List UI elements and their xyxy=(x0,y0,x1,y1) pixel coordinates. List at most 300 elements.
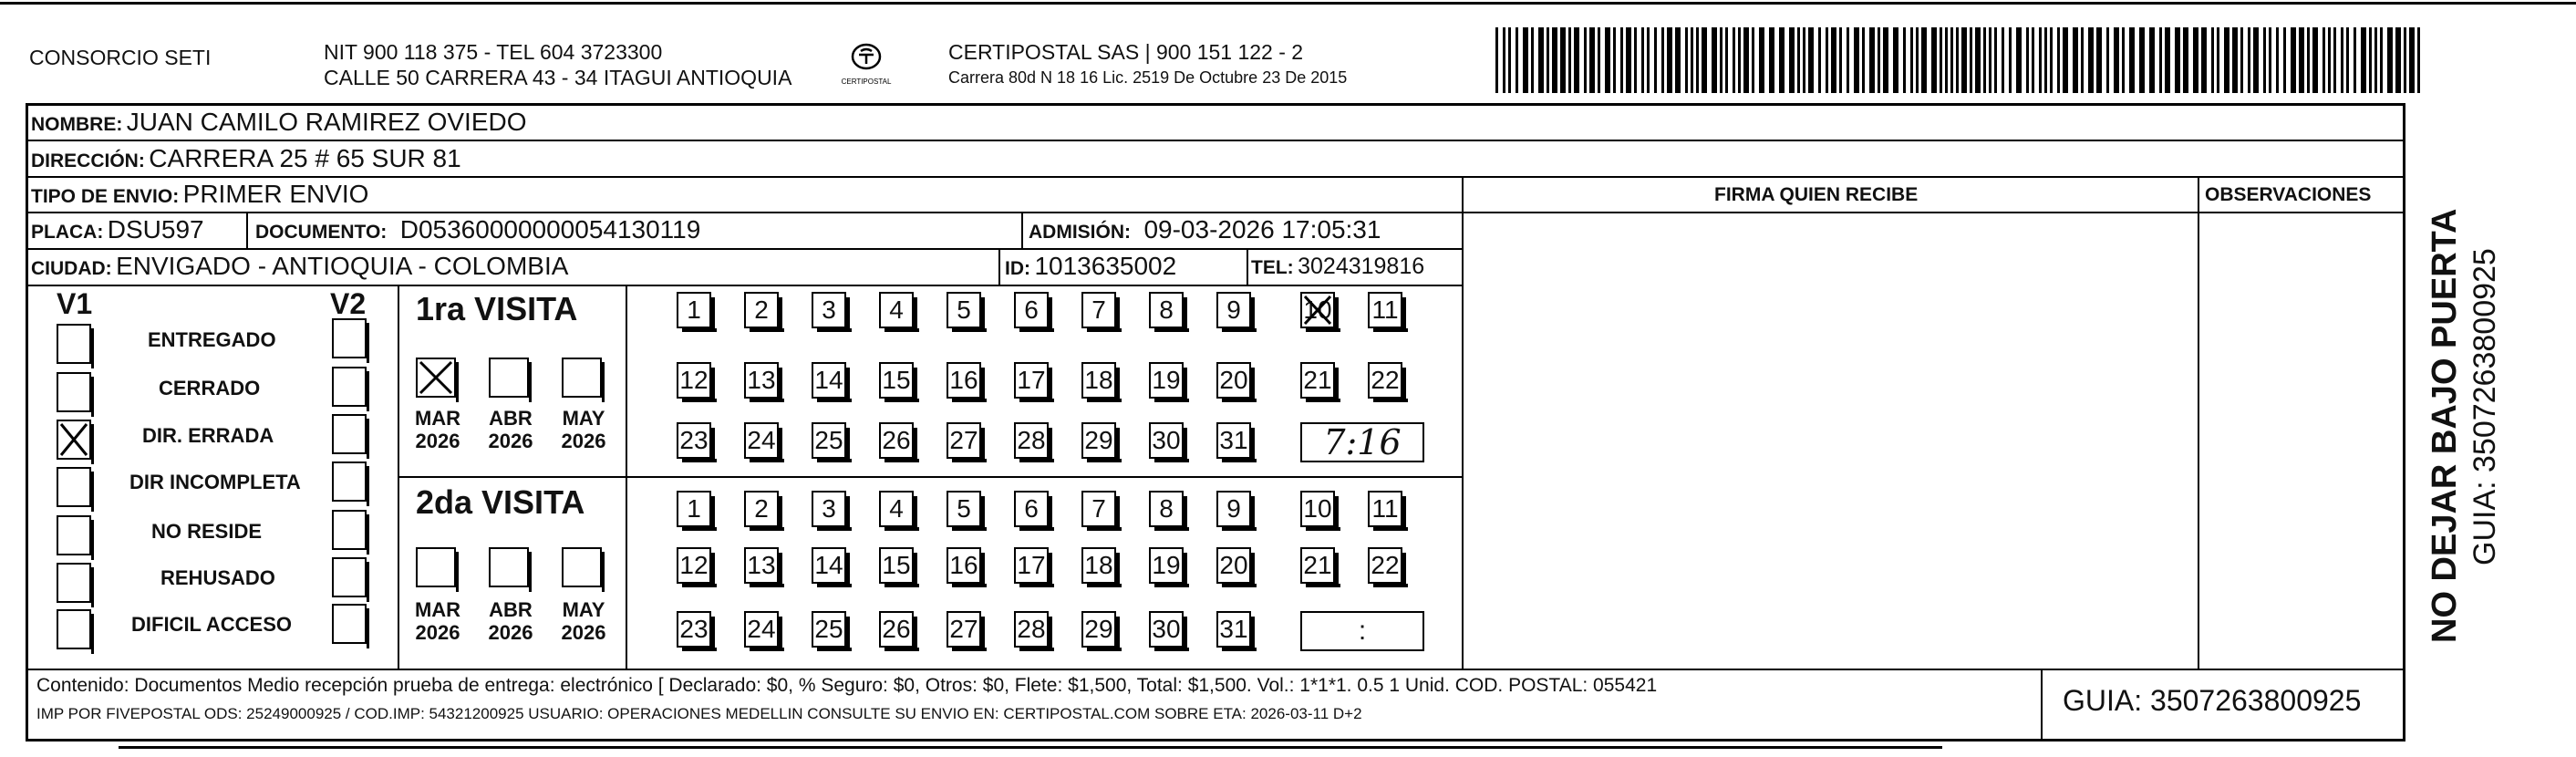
day-box[interactable] xyxy=(879,491,914,527)
tipo-envio-label: TIPO DE ENVIO: xyxy=(31,186,180,207)
v2-checkbox[interactable] xyxy=(332,557,367,597)
month-checkbox[interactable] xyxy=(416,358,456,398)
day-box[interactable] xyxy=(812,362,846,399)
cell-divider xyxy=(998,248,1000,285)
admision-cell xyxy=(1029,215,1381,244)
day-box[interactable] xyxy=(812,292,846,328)
barcode-bar xyxy=(2081,27,2084,93)
day-number: 2 xyxy=(754,296,769,324)
visit1-title: 1ra VISITA xyxy=(416,290,578,327)
day-box[interactable] xyxy=(1149,362,1184,399)
barcode-bar xyxy=(1961,27,1967,93)
day-number: 22 xyxy=(1371,366,1400,394)
month-checkbox[interactable] xyxy=(416,547,456,587)
day-box[interactable] xyxy=(879,547,914,584)
month-year: 2026 xyxy=(415,430,460,452)
month-year: 2026 xyxy=(488,621,533,644)
top-edge-line xyxy=(0,2,2576,5)
day-number: 7 xyxy=(1091,296,1106,324)
day-number: 12 xyxy=(679,366,709,394)
barcode-bar xyxy=(2114,27,2119,93)
month-checkbox[interactable] xyxy=(562,358,602,398)
day-box[interactable] xyxy=(1300,547,1335,584)
row-line xyxy=(26,285,1462,286)
day-box[interactable] xyxy=(947,611,981,648)
visit-divider xyxy=(398,476,1462,478)
contenido-line: Contenido: Documentos Medio recepción prueba de entrega: electrónico [ Declarado: $0, % Seguro: $0, Otros: $0, Flete: $1,500, Total: $1,500. Vol.: 1*1*1. 0.5 1 Unid. COD. POSTAL: 055421 xyxy=(36,675,1658,696)
day-number: 10 xyxy=(1303,296,1332,324)
barcode-bar xyxy=(1584,27,1587,93)
barcode-bar xyxy=(1970,27,1972,93)
row-line xyxy=(26,140,2404,141)
day-box[interactable] xyxy=(1368,547,1402,584)
day-number: 31 xyxy=(1219,426,1248,454)
barcode-bar xyxy=(2361,27,2366,93)
barcode-bar xyxy=(1738,27,1741,93)
day-box[interactable] xyxy=(1149,292,1184,328)
barcode-bar xyxy=(2333,27,2336,93)
nombre-row xyxy=(31,108,527,137)
v2-label: V2 xyxy=(330,287,367,320)
imp-line: IMP POR FIVEPOSTAL ODS: 25249000925 / COD.IMP: 54321200925 USUARIO: OPERACIONES MEDELLIN CONSULTE SU ENVIO EN: CERTIPOSTAL.COM SOBRE ETA: 2026-03-11 D+2 xyxy=(36,705,1362,722)
v1-checkbox[interactable] xyxy=(57,420,91,460)
day-number: 11 xyxy=(1371,296,1399,324)
barcode-bar xyxy=(2211,27,2214,93)
day-number: 23 xyxy=(679,615,709,643)
day-box[interactable] xyxy=(947,362,981,399)
day-box[interactable] xyxy=(677,491,711,527)
barcode-bar xyxy=(1808,27,1814,93)
barcode-bar xyxy=(1626,27,1631,93)
month-year: 2026 xyxy=(561,430,606,452)
day-box[interactable] xyxy=(1300,362,1335,399)
barcode-bar xyxy=(2032,27,2034,93)
day-number: 26 xyxy=(882,615,911,643)
barcode-bar xyxy=(1516,27,1518,93)
barcode-bar xyxy=(1883,27,1888,93)
day-number: 20 xyxy=(1219,366,1248,394)
day-box[interactable] xyxy=(1216,292,1251,328)
day-box[interactable] xyxy=(744,547,779,584)
day-number: 10 xyxy=(1303,494,1332,523)
barcode-bar xyxy=(2009,27,2012,93)
day-number: 4 xyxy=(889,296,904,324)
barcode-bar xyxy=(1950,27,1953,93)
barcode-bar xyxy=(1720,27,1723,93)
day-number: 15 xyxy=(882,551,911,579)
month-label xyxy=(412,407,463,452)
v1-checkbox[interactable] xyxy=(57,372,91,412)
v1-checkbox[interactable] xyxy=(57,609,91,649)
day-number: 9 xyxy=(1226,494,1241,523)
month-checkbox[interactable] xyxy=(489,358,529,398)
footer-guia: GUIA: 3507263800925 xyxy=(2063,684,2362,717)
direccion-row xyxy=(31,144,461,173)
day-number: 21 xyxy=(1303,551,1332,579)
barcode-bar xyxy=(2369,27,2372,93)
day-box[interactable] xyxy=(1081,611,1116,648)
side-guia: GUIA: 3507263800925 xyxy=(2467,248,2502,565)
day-box[interactable] xyxy=(677,611,711,648)
day-number: 8 xyxy=(1159,296,1174,324)
barcode-bar xyxy=(1503,27,1505,93)
barcode-bar xyxy=(1574,27,1579,93)
month-year: 2026 xyxy=(415,621,460,644)
day-number: 7 xyxy=(1091,494,1106,523)
month-checkbox[interactable] xyxy=(562,547,602,587)
barcode-bar xyxy=(2039,27,2042,93)
day-box[interactable] xyxy=(1081,491,1116,527)
barcode-bar xyxy=(1916,27,1919,93)
nit-line: NIT 900 118 375 - TEL 604 3723300 xyxy=(324,40,663,64)
barcode-bar xyxy=(2122,27,2125,93)
day-box[interactable] xyxy=(879,292,914,328)
barcode-bar xyxy=(1839,27,1842,93)
day-number: 28 xyxy=(1017,615,1046,643)
day-box[interactable] xyxy=(947,491,981,527)
day-box[interactable] xyxy=(744,362,779,399)
day-number: 29 xyxy=(1084,426,1113,454)
placa-label: PLACA: xyxy=(31,222,104,243)
v1-label: V1 xyxy=(57,287,93,320)
barcode-bar xyxy=(2380,27,2383,93)
day-box[interactable] xyxy=(1368,362,1402,399)
barcode-bar xyxy=(2283,27,2286,93)
day-box[interactable] xyxy=(1368,491,1402,527)
barcode-bar xyxy=(1921,27,1927,93)
barcode-bar xyxy=(1994,27,1997,93)
day-number: 1 xyxy=(687,494,701,523)
day-number: 30 xyxy=(1152,615,1181,643)
barcode-bar xyxy=(2057,27,2060,93)
barcode-bar xyxy=(1931,27,1937,93)
placa-value: DSU597 xyxy=(107,215,204,244)
v1-checkbox[interactable] xyxy=(57,467,91,507)
day-box[interactable] xyxy=(1216,611,1251,648)
barcode-bar xyxy=(1552,27,1557,93)
day-number: 25 xyxy=(814,615,843,643)
ciudad-value: ENVIGADO - ANTIOQUIA - COLOMBIA xyxy=(116,252,569,280)
barcode-bar xyxy=(2096,27,2102,93)
nombre-value: JUAN CAMILO RAMIREZ OVIEDO xyxy=(126,108,527,136)
day-number: 22 xyxy=(1371,551,1400,579)
barcode-bar xyxy=(2073,27,2078,93)
barcode-bar xyxy=(1696,27,1699,93)
tel-value: 3024319816 xyxy=(1298,254,1425,279)
barcode-bar xyxy=(1733,27,1735,93)
row-line xyxy=(26,176,2404,178)
id-label: ID: xyxy=(1005,258,1030,279)
time-box[interactable] xyxy=(1300,611,1424,651)
day-box[interactable] xyxy=(812,422,846,459)
v2-checkbox[interactable] xyxy=(332,510,367,550)
v2-checkbox[interactable] xyxy=(332,318,367,358)
row-line xyxy=(26,669,2405,670)
month-name: MAR xyxy=(414,407,461,430)
barcode-bar xyxy=(2217,27,2219,93)
day-number: 23 xyxy=(679,426,709,454)
day-box[interactable] xyxy=(1149,491,1184,527)
day-box[interactable] xyxy=(677,362,711,399)
barcode-bar xyxy=(1712,27,1717,93)
day-box[interactable] xyxy=(1300,491,1335,527)
day-box[interactable] xyxy=(744,292,779,328)
status-label: REHUSADO xyxy=(160,566,275,589)
month-checkbox[interactable] xyxy=(489,547,529,587)
barcode-bar xyxy=(1779,27,1785,93)
v1-checkbox[interactable] xyxy=(57,515,91,555)
x-mark-icon xyxy=(58,421,89,458)
day-box[interactable] xyxy=(812,547,846,584)
day-number: 19 xyxy=(1152,551,1181,579)
v2-checkbox[interactable] xyxy=(332,461,367,502)
day-box[interactable] xyxy=(744,422,779,459)
barcode-bar xyxy=(2201,27,2207,93)
tel-cell xyxy=(1251,254,1424,280)
day-box[interactable] xyxy=(1081,422,1116,459)
ciudad-label: CIUDAD: xyxy=(31,258,112,279)
barcode-bar xyxy=(2346,27,2349,93)
day-number: 29 xyxy=(1084,615,1113,643)
barcode-bar xyxy=(1956,27,1959,93)
status-label: DIFICIL ACCESO xyxy=(131,613,293,636)
day-box[interactable] xyxy=(677,422,711,459)
day-box[interactable] xyxy=(1216,422,1251,459)
day-number: 5 xyxy=(957,296,971,324)
barcode-bar xyxy=(2253,27,2259,93)
barcode-bar xyxy=(1769,27,1774,93)
v2-checkbox[interactable] xyxy=(332,367,367,407)
day-box[interactable] xyxy=(947,422,981,459)
status-label: DIR INCOMPLETA xyxy=(129,471,301,493)
barcode-bar xyxy=(2224,27,2229,93)
barcode-bar xyxy=(1495,27,1498,93)
barcode-bar xyxy=(2129,27,2135,93)
barcode-bar xyxy=(1869,27,1875,93)
day-box[interactable] xyxy=(1014,292,1049,328)
barcode-bar xyxy=(1667,27,1672,93)
day-box[interactable] xyxy=(1300,292,1335,328)
barcode-bar xyxy=(1752,27,1754,93)
day-number: 25 xyxy=(814,426,843,454)
barcode-bar xyxy=(1675,27,1681,93)
day-box[interactable] xyxy=(947,547,981,584)
day-number: 17 xyxy=(1017,551,1046,579)
direccion-label: DIRECCIÓN: xyxy=(31,150,145,171)
barcode-bar xyxy=(1605,27,1610,93)
status-label: ENTREGADO xyxy=(148,328,276,351)
day-number: 6 xyxy=(1024,494,1039,523)
barcode-bar xyxy=(2159,27,2162,93)
footer-divider xyxy=(2041,669,2043,741)
barcode-bar xyxy=(2323,27,2325,93)
day-box[interactable] xyxy=(1081,547,1116,584)
day-number: 5 xyxy=(957,494,971,523)
documento-value: D05360000000054130119 xyxy=(399,215,701,244)
day-box[interactable] xyxy=(744,611,779,648)
day-box[interactable] xyxy=(1081,362,1116,399)
day-number: 27 xyxy=(949,426,978,454)
barcode-bar xyxy=(1641,27,1644,93)
barcode-bar xyxy=(2269,27,2271,93)
day-number: 24 xyxy=(747,426,776,454)
day-box[interactable] xyxy=(1014,362,1049,399)
barcode-bar xyxy=(2016,27,2022,93)
barcode-bar xyxy=(1702,27,1707,93)
barcode xyxy=(1495,27,2426,93)
day-box[interactable] xyxy=(1149,611,1184,648)
time-value: 7:16 xyxy=(1323,422,1402,462)
barcode-bar xyxy=(1685,27,1688,93)
day-box[interactable] xyxy=(1368,292,1402,328)
month-name: MAY xyxy=(562,407,605,430)
v2-checkbox[interactable] xyxy=(332,604,367,644)
barcode-bar xyxy=(2417,27,2420,93)
barcode-bar xyxy=(2088,27,2094,93)
day-box[interactable] xyxy=(1014,422,1049,459)
day-box[interactable] xyxy=(879,422,914,459)
company-name: CONSORCIO SETI xyxy=(29,46,212,69)
barcode-bar xyxy=(2050,27,2053,93)
status-label: CERRADO xyxy=(159,377,261,399)
barcode-bar xyxy=(2404,27,2406,93)
barcode-bar xyxy=(2291,27,2296,93)
day-number: 24 xyxy=(747,615,776,643)
month-name: ABR xyxy=(489,598,533,621)
barcode-bar xyxy=(1547,27,1549,93)
day-box[interactable] xyxy=(1216,491,1251,527)
day-box[interactable] xyxy=(1014,611,1049,648)
ciudad-cell xyxy=(31,252,568,281)
day-box[interactable] xyxy=(1081,292,1116,328)
tipo-envio-row xyxy=(31,180,368,209)
barcode-bar xyxy=(2139,27,2145,93)
day-number: 27 xyxy=(949,615,978,643)
day-number: 12 xyxy=(679,551,709,579)
day-number: 14 xyxy=(814,366,843,394)
barcode-bar xyxy=(2175,27,2180,93)
barcode-bar xyxy=(1803,27,1805,93)
day-box[interactable] xyxy=(744,491,779,527)
v1-checkbox[interactable] xyxy=(57,324,91,364)
day-number: 30 xyxy=(1152,426,1181,454)
visit2-title: 2da VISITA xyxy=(416,483,585,521)
day-box[interactable] xyxy=(1216,362,1251,399)
day-box[interactable] xyxy=(1149,547,1184,584)
v1-checkbox[interactable] xyxy=(57,563,91,603)
day-number: 2 xyxy=(754,494,769,523)
barcode-bar xyxy=(1589,27,1595,93)
firma-header: FIRMA QUIEN RECIBE xyxy=(1714,184,1919,205)
cell-divider xyxy=(246,212,248,248)
barcode-bar xyxy=(1903,27,1906,93)
barcode-bar xyxy=(1568,27,1571,93)
day-number: 19 xyxy=(1152,366,1181,394)
x-mark-icon xyxy=(1302,294,1333,327)
barcode-bar xyxy=(1862,27,1865,93)
day-number: 9 xyxy=(1226,296,1241,324)
day-number: 21 xyxy=(1303,366,1332,394)
cell-divider xyxy=(1247,248,1248,285)
day-box[interactable] xyxy=(1216,547,1251,584)
day-number: 14 xyxy=(814,551,843,579)
day-box[interactable] xyxy=(1014,491,1049,527)
barcode-bar xyxy=(2002,27,2004,93)
tel-label: TEL: xyxy=(1251,257,1294,278)
barcode-bar xyxy=(1725,27,1728,93)
barcode-bar xyxy=(1654,27,1657,93)
observaciones-header: OBSERVACIONES xyxy=(2205,184,2372,205)
day-number: 3 xyxy=(822,494,836,523)
barcode-bar xyxy=(2193,27,2198,93)
barcode-bar xyxy=(1620,27,1623,93)
barcode-bar xyxy=(1983,27,1986,93)
barcode-bar xyxy=(2263,27,2266,93)
barcode-bar xyxy=(1893,27,1898,93)
month-label xyxy=(412,598,463,644)
form-frame xyxy=(26,103,2405,741)
documento-label: DOCUMENTO: xyxy=(255,222,388,243)
day-number: 28 xyxy=(1017,426,1046,454)
barcode-bar xyxy=(2328,27,2331,93)
v2-checkbox[interactable] xyxy=(332,414,367,454)
barcode-bar xyxy=(1910,27,1913,93)
month-label xyxy=(485,407,536,452)
barcode-bar xyxy=(1661,27,1664,93)
barcode-bar xyxy=(2149,27,2155,93)
barcode-bar xyxy=(1789,27,1795,93)
barcode-bar xyxy=(1691,27,1693,93)
placa-cell xyxy=(31,215,204,244)
barcode-bar xyxy=(1940,27,1942,93)
day-box[interactable] xyxy=(812,611,846,648)
time-box[interactable] xyxy=(1300,422,1424,462)
cell-divider xyxy=(1021,212,1023,248)
bottom-edge-line xyxy=(119,746,1942,749)
day-number: 20 xyxy=(1219,551,1248,579)
tipo-envio-value: PRIMER ENVIO xyxy=(182,180,369,208)
status-label: NO RESIDE xyxy=(151,520,263,543)
license-line: Carrera 80d N 18 16 Lic. 2519 De Octubre 23 De 2015 xyxy=(948,68,1348,87)
month-name: ABR xyxy=(489,407,533,430)
barcode-bar xyxy=(1634,27,1637,93)
day-number: 16 xyxy=(949,366,978,394)
time-value: : xyxy=(1358,616,1367,646)
nombre-label: NOMBRE: xyxy=(31,114,123,135)
day-box[interactable] xyxy=(1149,422,1184,459)
barcode-bar xyxy=(1560,27,1566,93)
day-number: 11 xyxy=(1371,494,1399,523)
day-box[interactable] xyxy=(812,491,846,527)
day-box[interactable] xyxy=(879,362,914,399)
svg-text:CERTIPOSTAL: CERTIPOSTAL xyxy=(841,78,892,86)
day-box[interactable] xyxy=(947,292,981,328)
barcode-bar xyxy=(2276,27,2279,93)
day-box[interactable] xyxy=(879,611,914,648)
barcode-bar xyxy=(2409,27,2415,93)
day-box[interactable] xyxy=(1014,547,1049,584)
barcode-bar xyxy=(1854,27,1859,93)
day-box[interactable] xyxy=(677,292,711,328)
month-label xyxy=(485,598,536,644)
admision-label: ADMISIÓN: xyxy=(1029,222,1131,243)
barcode-bar xyxy=(1531,27,1534,93)
barcode-bar xyxy=(1826,27,1828,93)
day-box[interactable] xyxy=(677,547,711,584)
day-number: 31 xyxy=(1219,615,1248,643)
day-number: 13 xyxy=(747,366,776,394)
barcode-bar xyxy=(2248,27,2250,93)
